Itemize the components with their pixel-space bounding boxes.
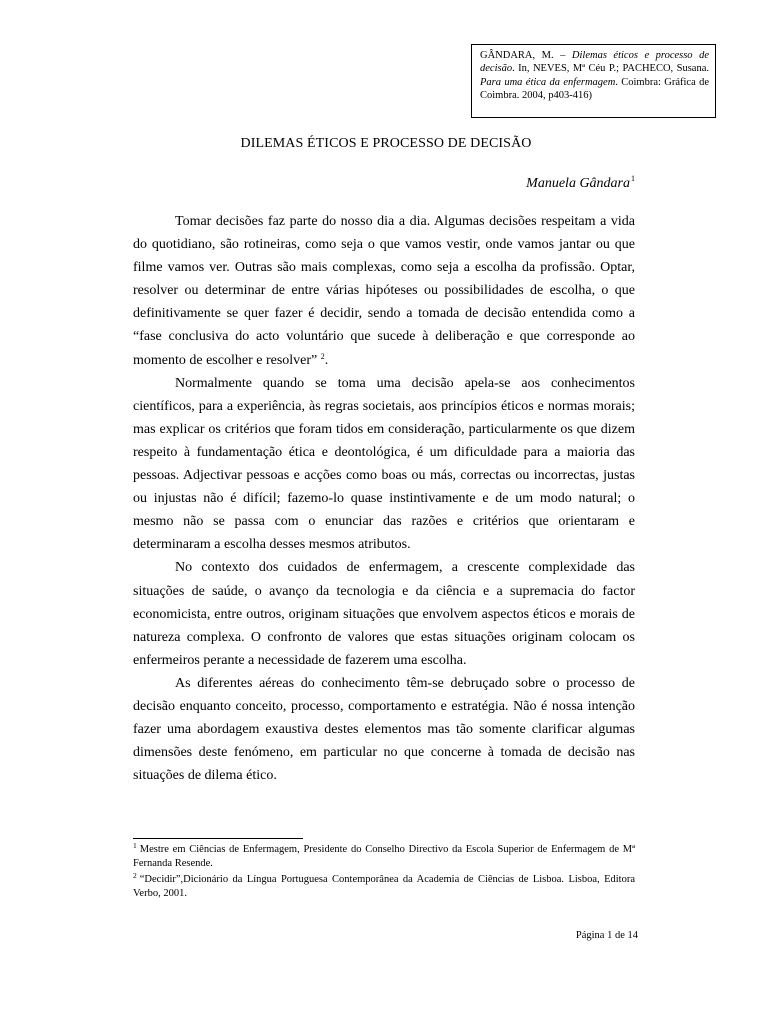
document-title: DILEMAS ÉTICOS E PROCESSO DE DECISÃO	[240, 136, 532, 151]
author-footnote-ref: 1	[631, 174, 635, 183]
citation-text-1: GÂNDARA, M. –	[480, 50, 572, 61]
page-number: Página 1 de 14	[575, 930, 638, 941]
footnote-number: 1	[133, 841, 137, 850]
paragraph	[133, 210, 635, 372]
footnote	[133, 843, 635, 870]
paragraph: As diferentes aéreas do conhecimento têm-se debruçado sobre o processo de decisão enquanto conceito, processo, comportamento e estratégia. Não é nossa intenção fazer uma abordagem exaustiva destes elementos mas tão somente clarificar algumas dimensões deste fenómeno, em particular no que concerne à tomada de decisão nas situações de dilema ético.	[133, 675, 635, 784]
author-line	[526, 174, 635, 192]
author-name: Manuela Gândara	[526, 176, 630, 191]
footnote-ref: 2	[320, 351, 325, 361]
body-text	[133, 210, 635, 787]
paragraph-text: Tomar decisões faz parte do nosso dia a dia. Algumas decisões respeitam a vida do quotidiano, são rotineiras, como seja o que vamos vestir, onde vamos jantar ou que filme vamos ver. Outras são mais complexas, como seja a escolha da profissão. Optar, resolver ou determinar de entre várias hipóteses ou possibilidades de escolha, o que definitivamente se quer fazer é decidir, sendo a tomada de decisão entendida como a “fase conclusiva do acto voluntário que sucede à deliberação e que corresponde ao momento de escolher e resolver”	[133, 214, 635, 368]
citation-article-title: Dilemas éticos e processo de decisão	[480, 50, 709, 75]
footnote-text: Mestre em Ciências de Enfermagem, Presidente do Conselho Directivo da Escola Superior de Enfermagem de Mª Fernanda Resende.	[133, 844, 635, 869]
paragraph-end: .	[324, 352, 329, 368]
citation-text-2: . In, NEVES, Mª Céu P.; PACHECO, Susana.	[512, 63, 709, 75]
document-title-wrap	[0, 136, 768, 152]
citation-box	[471, 44, 716, 118]
paragraph: Normalmente quando se toma uma decisão apela-se aos conhecimentos científicos, para a experiência, às regras societais, aos princípios éticos e normas morais; mas explicar os critérios que foram tidos em consideração, particularmente os que dizem respeito à fundamentação ética e deontológica, é um dificuldade para a maioria das pessoas. Adjectivar pessoas e acções como boas ou más, correctas ou incorrectas, justas ou injustas não é difícil; fazemo-lo quase instintivamente e de um modo natural; o mesmo não se passa com o enunciar das razões e critérios que orientaram e determinaram a escolha desses mesmos atributos.	[133, 375, 635, 553]
footnote-text: “Decidir”,Dicionário da Língua Portuguesa Contemporânea da Academia de Ciências de Lisboa. Lisboa, Editora Verbo, 2001.	[133, 874, 635, 899]
footnotes	[133, 843, 635, 903]
footnote-divider	[133, 838, 303, 839]
citation-text-3: . Coimbra: Gráfica de Coimbra. 2004, p403-416)	[480, 76, 709, 101]
footnote-number: 2	[133, 871, 137, 880]
paragraph: No contexto dos cuidados de enfermagem, a crescente complexidade das situações de saúde, o avanço da tecnologia e da ciência e a supremacia do factor economicista, entre outros, originam situações que envolvem aspectos éticos e morais de natureza complexa. O confronto de valores que estas situações originam colocam os enfermeiros perante a necessidade de fazerem uma escolha.	[133, 560, 635, 668]
citation-book-title: Para uma ética da enfermagem	[480, 76, 616, 88]
footnote	[133, 873, 635, 900]
